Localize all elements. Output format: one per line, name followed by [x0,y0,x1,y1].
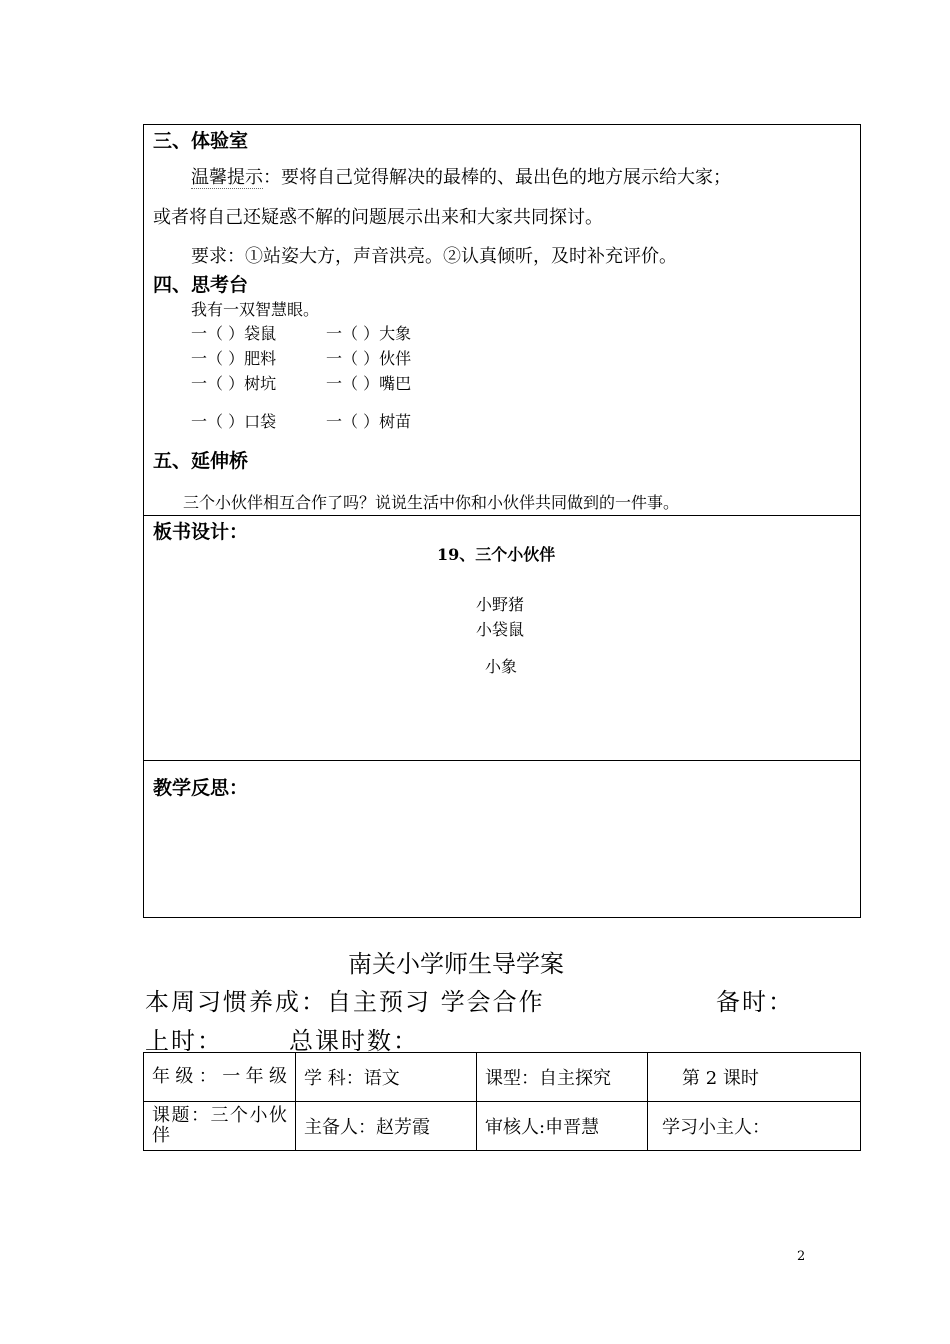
tip-label: 温馨提示 [191,167,263,188]
topic-cell [144,1102,296,1151]
tip-line-2: 或者将自己还疑惑不解的问题展示出来和大家共同探讨。 [153,207,603,228]
page-number: 2 [797,1249,806,1264]
board-title: 19、三个小伙伴 [437,545,556,564]
blank-item: 一（ ）树苗 [326,412,412,431]
table-row [144,1053,861,1102]
total-lessons-label: 总课时数： [289,1027,419,1055]
blank-item: 一（ ）袋鼠 [191,324,277,343]
blank-item: 一（ ）口袋 [191,412,277,431]
tip-text: ：要将自己觉得解决的最棒的、最出色的地方展示给大家； [263,167,731,188]
blank-item: 一（ ）肥料 [191,349,277,368]
subject-cell: 学 科：语文 [296,1053,477,1102]
info-table [143,1052,861,1151]
table-row [144,1102,861,1151]
topic-text: 课题：三个小伙伴 [152,1105,287,1146]
prep-time-label: 备时： [716,988,794,1016]
grade-cell [144,1053,296,1102]
blank-item: 一（ ）伙伴 [326,349,412,368]
board-item: 小野猪 [476,595,525,614]
board-item: 小袋鼠 [476,620,525,639]
board-item: 小象 [485,657,518,676]
tip-line-1 [191,163,731,189]
section5-heading: 五、延伸桥 [153,450,249,472]
blank-item: 一（ ）大象 [326,324,412,343]
divider-reflection [144,760,860,761]
student-host-cell: 学习小主人： [648,1102,861,1151]
requirement-text: 要求：①站姿大方，声音洪亮。②认真倾听，及时补充评价。 [191,246,677,267]
reflection-label: 教学反思： [153,777,249,799]
period-cell: 第 2 课时 [648,1053,861,1102]
section4-heading: 四、思考台 [153,274,249,296]
class-time-label: 上时： [145,1027,223,1055]
habit-line: 本周习惯养成：自主预习 学会合作 [145,988,545,1016]
grade-text: 年级：一年级 [152,1066,287,1087]
page-title: 南关小学师生导学案 [348,950,564,978]
section5-text: 三个小伙伴相互合作了吗？说说生活中你和小伙伴共同做到的一件事。 [183,493,680,512]
divider-board [144,515,860,516]
board-label: 板书设计： [153,521,249,543]
lesson-type-cell: 课型：自主探究 [477,1053,648,1102]
section4-intro: 我有一双智慧眼。 [191,300,320,319]
blank-item: 一（ ）嘴巴 [326,374,412,393]
section3-heading: 三、体验室 [153,130,249,152]
lead-preparer-cell: 主备人：赵芳霞 [296,1102,477,1151]
blank-item: 一（ ）树坑 [191,374,277,393]
reviewer-cell: 审核人:申晋慧 [477,1102,648,1151]
